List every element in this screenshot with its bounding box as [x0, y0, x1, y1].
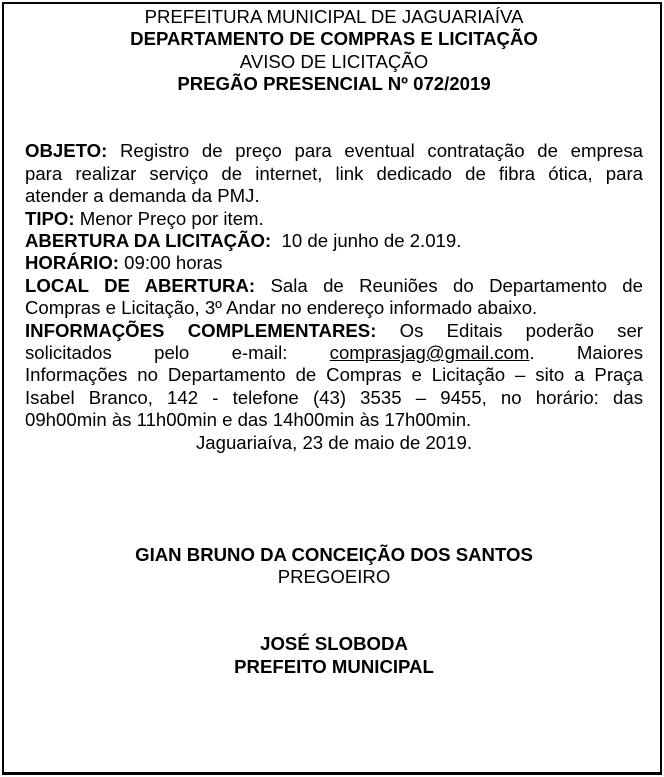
text-segment: ABERTURA DA LICITAÇÃO: — [25, 230, 272, 252]
text-segment: 10 de junho de 2.019. — [271, 230, 462, 252]
body-line — [25, 140, 643, 162]
document-header — [25, 6, 643, 96]
spacer — [25, 589, 643, 634]
spacer — [25, 454, 643, 544]
text-segment: Registro de preço para eventual contratação de empresa — [107, 140, 643, 162]
body-line — [25, 252, 643, 274]
text-segment: para realizar serviço de internet, link dedicado de fibra ótica, para — [25, 162, 643, 184]
body-line — [25, 432, 643, 454]
body-line — [25, 275, 643, 297]
body-line — [25, 387, 643, 409]
text-segment: TIPO: — [25, 207, 75, 229]
body-line — [25, 342, 643, 364]
text-segment: HORÁRIO: — [25, 252, 119, 274]
signature-block-pregoeiro — [25, 544, 643, 589]
text-segment: Compras e Licitação, 3º Andar no endereço informado abaixo. — [25, 297, 538, 319]
text-segment: 09:00 horas — [119, 252, 223, 274]
document-page — [2, 2, 662, 775]
header-line: PREGÃO PRESENCIAL Nº 072/2019 — [177, 73, 491, 95]
header-line: AVISO DE LICITAÇÃO — [239, 50, 429, 72]
body-line — [25, 185, 643, 207]
text-segment: INFORMAÇÕES COMPLEMENTARES: — [25, 319, 377, 341]
body-line — [25, 163, 643, 185]
body-line — [25, 230, 643, 252]
signatory-name: JOSÉ SLOBODA — [260, 633, 408, 655]
text-segment: Informações no Departamento de Compras e Licitação – sito a Praça — [25, 364, 643, 386]
text-segment: OBJETO: — [25, 140, 108, 162]
text-segment: Sala de Reuniões do Departamento de — [255, 274, 643, 296]
signatory-title: PREFEITO MUNICIPAL — [234, 655, 434, 677]
body-line — [25, 364, 643, 386]
body-line — [25, 208, 643, 230]
text-segment: Jaguariaíva, 23 de maio de 2019. — [195, 431, 472, 453]
text-segment: Os Editais poderão ser — [376, 319, 643, 341]
signatory-title: PREGOEIRO — [277, 566, 391, 588]
text-segment: solicitados pelo e-mail: — [25, 342, 330, 364]
text-segment: Menor Preço por item. — [74, 207, 264, 229]
text-segment: 09h00min às 11h00min e das 14h00min às 17h00min. — [25, 409, 472, 431]
text-segment: LOCAL DE ABERTURA: — [25, 274, 256, 296]
document-body — [25, 140, 643, 454]
text-segment: atender a demanda da PMJ. — [25, 185, 260, 207]
text-segment: . Maiores — [529, 342, 643, 364]
spacer — [25, 96, 643, 141]
email-link[interactable]: comprasjag@gmail.com — [329, 342, 530, 364]
header-line: PREFEITURA MUNICIPAL DE JAGUARIAÍVA — [144, 6, 524, 27]
body-line — [25, 320, 643, 342]
body-line — [25, 297, 643, 319]
header-line: DEPARTAMENTO DE COMPRAS E LICITAÇÃO — [130, 28, 538, 50]
signatory-name: GIAN BRUNO DA CONCEIÇÃO DOS SANTOS — [135, 543, 533, 565]
signature-block-prefeito — [25, 633, 643, 678]
body-line — [25, 409, 643, 431]
text-segment: Isabel Branco, 142 - telefone (43) 3535 – 9455, no horário: das — [25, 386, 643, 408]
